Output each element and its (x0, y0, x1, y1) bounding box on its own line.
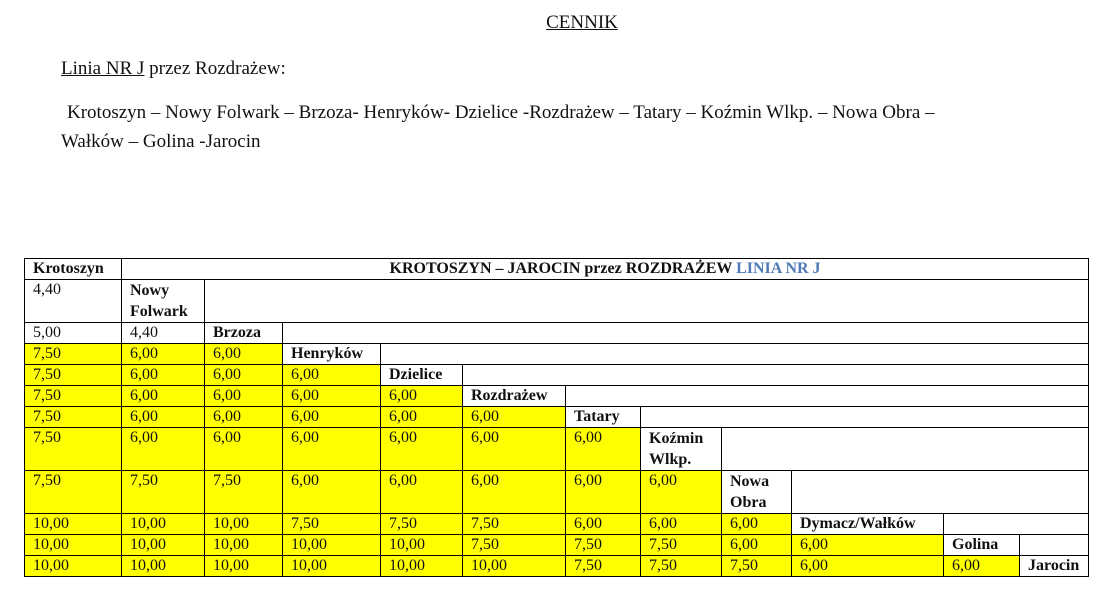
empty-cell (283, 323, 1089, 344)
fare-cell: 6,00 (205, 365, 283, 386)
fare-cell: 6,00 (381, 386, 463, 407)
stop-name-cell: Koźmin Wlkp. (641, 428, 722, 471)
stop-name-cell: Golina (944, 535, 1020, 556)
fare-cell: 6,00 (205, 428, 283, 471)
empty-cell (381, 344, 1089, 365)
stop-name-cell: Henryków (283, 344, 381, 365)
document-title: CENNIK (546, 12, 618, 33)
fare-cell: 6,00 (722, 535, 792, 556)
fare-row (25, 535, 1089, 556)
empty-cell (566, 386, 1089, 407)
fare-cell: 6,00 (381, 471, 463, 514)
fare-cell: 10,00 (463, 556, 566, 577)
fare-cell: 6,00 (122, 407, 205, 428)
fare-cell: 6,00 (122, 365, 205, 386)
fare-cell: 7,50 (25, 344, 122, 365)
fare-row (25, 280, 1089, 323)
route-line-2: Wałków – Golina -Jarocin (61, 131, 261, 152)
fare-cell: 10,00 (381, 556, 463, 577)
fare-row (25, 344, 1089, 365)
fare-cell: 10,00 (205, 556, 283, 577)
route-description (61, 98, 1071, 156)
fare-cell: 7,50 (25, 386, 122, 407)
stop-name-cell: Jarocin (1020, 556, 1089, 577)
fare-cell: 7,50 (25, 407, 122, 428)
stop-name-cell: Rozdrażew (463, 386, 566, 407)
fare-cell: 10,00 (283, 535, 381, 556)
fare-cell: 7,50 (566, 556, 641, 577)
stop-name-cell: Nowa Obra (722, 471, 792, 514)
empty-cell (1020, 535, 1089, 556)
line-heading (61, 58, 286, 80)
fare-cell: 6,00 (205, 386, 283, 407)
fare-cell: 6,00 (944, 556, 1020, 577)
fare-cell: 6,00 (283, 407, 381, 428)
fare-cell: 10,00 (205, 535, 283, 556)
empty-cell (792, 471, 1089, 514)
fare-cell: 10,00 (122, 556, 205, 577)
fare-cell: 6,00 (205, 344, 283, 365)
fare-cell: 6,00 (381, 428, 463, 471)
fare-row (25, 365, 1089, 386)
fare-cell: 7,50 (122, 471, 205, 514)
fare-cell: 6,00 (205, 407, 283, 428)
fare-cell: 6,00 (283, 471, 381, 514)
fare-cell: 6,00 (641, 471, 722, 514)
fare-cell: 7,50 (25, 428, 122, 471)
fare-row (25, 407, 1089, 428)
table-header (122, 259, 1089, 280)
fare-cell: 6,00 (283, 428, 381, 471)
fare-cell: 4,40 (122, 323, 205, 344)
stop-name-cell: Dymacz/Wałków (792, 514, 944, 535)
fare-cell: 6,00 (463, 428, 566, 471)
fare-row (25, 556, 1089, 577)
stop-name-cell: Brzoza (205, 323, 283, 344)
fare-cell: 7,50 (283, 514, 381, 535)
empty-cell (205, 280, 1089, 323)
stop-name-cell: Nowy Folwark (122, 280, 205, 323)
fare-cell: 7,50 (641, 535, 722, 556)
table-header-route: KROTOSZYN – JAROCIN przez ROZDRAŻEW (389, 260, 737, 277)
fare-cell: 10,00 (25, 514, 122, 535)
empty-cell (944, 514, 1089, 535)
fare-row (25, 386, 1089, 407)
fare-cell: 6,00 (722, 514, 792, 535)
fare-cell: 7,50 (205, 471, 283, 514)
fare-cell: 10,00 (122, 535, 205, 556)
fare-cell: 7,50 (381, 514, 463, 535)
fare-cell: 6,00 (122, 386, 205, 407)
fare-cell: 6,00 (792, 556, 944, 577)
fare-cell: 10,00 (25, 535, 122, 556)
fare-cell: 10,00 (122, 514, 205, 535)
fare-cell: 6,00 (566, 471, 641, 514)
fare-cell: 6,00 (792, 535, 944, 556)
fare-row (25, 514, 1089, 535)
fare-cell: 7,50 (463, 514, 566, 535)
empty-cell (641, 407, 1089, 428)
stop-name-cell: Dzielice (381, 365, 463, 386)
line-via: przez Rozdrażew: (144, 58, 286, 79)
fare-cell: 7,50 (641, 556, 722, 577)
fare-row (25, 323, 1089, 344)
fare-cell: 10,00 (381, 535, 463, 556)
fare-cell: 10,00 (25, 556, 122, 577)
fare-cell: 6,00 (566, 514, 641, 535)
fare-row (25, 428, 1089, 471)
fare-row (25, 471, 1089, 514)
fare-cell: 6,00 (122, 428, 205, 471)
fare-cell: 7,50 (566, 535, 641, 556)
fare-cell: 7,50 (463, 535, 566, 556)
table-header-row (25, 259, 1089, 280)
stop-name-cell: Tatary (566, 407, 641, 428)
fare-cell: 6,00 (122, 344, 205, 365)
line-name: Linia NR J (61, 58, 145, 79)
fare-cell: 10,00 (205, 514, 283, 535)
fare-cell: 6,00 (283, 386, 381, 407)
fare-cell: 7,50 (25, 365, 122, 386)
fare-cell: 10,00 (283, 556, 381, 577)
price-table (24, 258, 1089, 577)
fare-cell: 6,00 (463, 407, 566, 428)
fare-cell: 4,40 (25, 280, 122, 323)
route-line-1: Krotoszyn – Nowy Folwark – Brzoza- Henryków- Dzielice -Rozdrażew – Tatary – Koźmin Wlkp. – Nowa Obra – (67, 102, 935, 123)
stop-name-cell: Krotoszyn (25, 259, 122, 280)
fare-cell: 5,00 (25, 323, 122, 344)
fare-cell: 7,50 (722, 556, 792, 577)
fare-cell: 6,00 (463, 471, 566, 514)
empty-cell (463, 365, 1089, 386)
fare-cell: 6,00 (283, 365, 381, 386)
table-header-line: LINIA NR J (736, 260, 821, 277)
fare-cell: 6,00 (566, 428, 641, 471)
fare-cell: 6,00 (381, 407, 463, 428)
empty-cell (722, 428, 1089, 471)
fare-cell: 6,00 (641, 514, 722, 535)
fare-cell: 7,50 (25, 471, 122, 514)
